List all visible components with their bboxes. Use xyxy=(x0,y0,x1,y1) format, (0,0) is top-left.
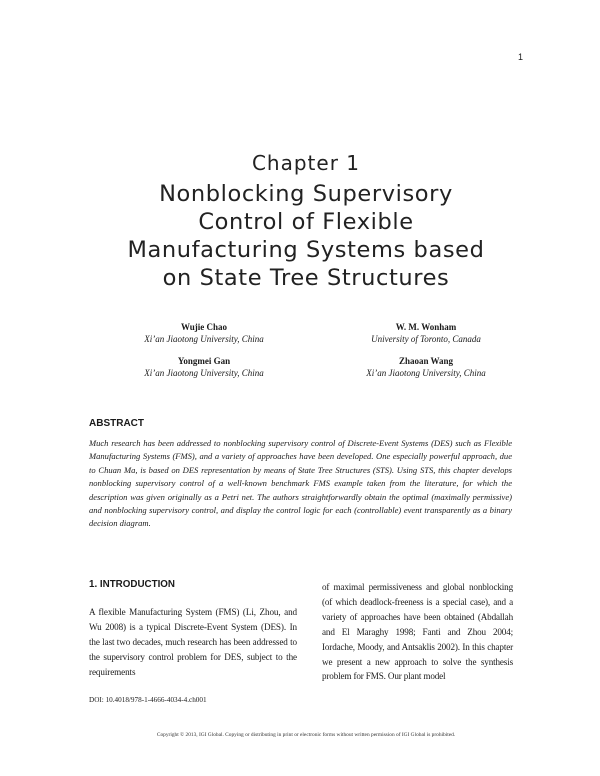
chapter-title xyxy=(60,180,552,292)
doi: DOI: 10.4018/978-1-4666-4034-4.ch001 xyxy=(89,696,207,704)
title-line: Nonblocking Supervisory xyxy=(159,181,453,207)
section-heading: 1. INTRODUCTION xyxy=(89,579,175,590)
abstract-heading: ABSTRACT xyxy=(89,418,144,429)
author-name: Yongmei Gan xyxy=(177,356,231,366)
author-block xyxy=(296,356,556,379)
author-affiliation: Xi’an Jiaotong University, China xyxy=(366,367,486,378)
author-block xyxy=(296,322,556,345)
title-line: on State Tree Structures xyxy=(162,265,450,291)
chapter-label: Chapter 1 xyxy=(251,151,361,175)
author-affiliation: Xi’an Jiaotong University, China xyxy=(144,367,264,378)
author-block xyxy=(74,356,334,379)
title-line: Manufacturing Systems based xyxy=(127,237,485,263)
abstract-text: Much research has been addressed to nonblocking supervisory control of Discrete-Event Systems (DES) such as Flexible Manufacturing Systems (FMS), and a variety of approaches have been developed. One especially powerful approach, due to Chuan Ma, is based on DES representation by means of State Tree Structures (STS). Using STS, this chapter develops nonblocking supervisory control of a well-known benchmark FMS example taken from the literature, for which the description was given originally as a Petri net. The authors straightforwardly obtain the optimal (maximally permissive) and nonblocking supervisory control, and display the control logic for each (controllable) event transparently as a binary decision diagram. xyxy=(89,438,512,529)
author-affiliation: Xi’an Jiaotong University, China xyxy=(144,333,264,344)
title-line: Control of Flexible xyxy=(198,209,414,235)
author-affiliation: University of Toronto, Canada xyxy=(371,333,481,344)
author-name: Wujie Chao xyxy=(180,322,228,332)
page-number: 1 xyxy=(518,52,524,62)
author-block xyxy=(74,322,334,345)
body-text-right-column: of maximal permissiveness and global nonblocking (of which deadlock-freeness is a special case), and a variety of approaches have been obtained (Abdallah and El Maraghy 1998; Fanti and Zhou 2004; Iordache, Moody, and Antsaklis 2002). In this chapter we present a new approach to solve the synthesis problem for FMS. Our plant model xyxy=(322,582,513,682)
author-name: W. M. Wonham xyxy=(395,322,457,332)
author-name: Zhaoan Wang xyxy=(398,356,454,366)
body-text-left-column: A flexible Manufacturing System (FMS) (Li, Zhou, and Wu 2008) is a typical Discrete-Event System (DES). In the last two decades, much research has been addressed to the supervisory control problem for DES, subject to the requirements xyxy=(89,607,297,677)
copyright-notice: Copyright © 2013, IGI Global. Copying or distributing in print or electronic forms without written permission of IGI Global is prohibited. xyxy=(156,732,456,738)
